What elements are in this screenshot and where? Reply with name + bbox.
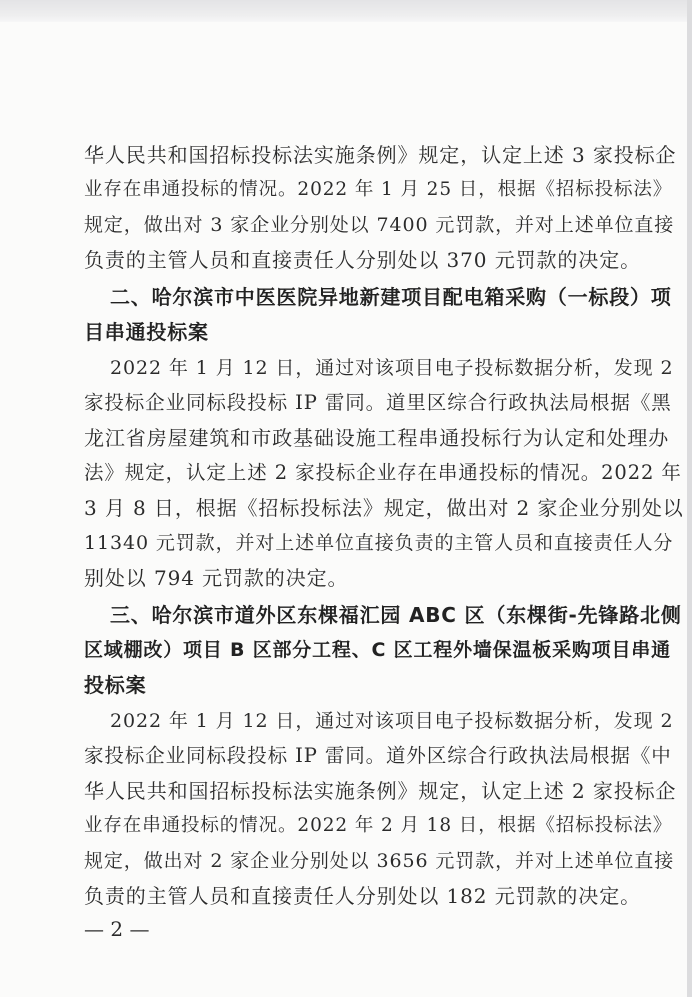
paragraph-line: 负责的主管人员和直接责任人分别处以 370 元罚款的决定。: [84, 248, 641, 272]
paragraph-line: 法》规定，认定上述 2 家投标企业存在串通投标的情况。2022 年: [84, 461, 682, 484]
paragraph-line: 华人民共和国招标投标法实施条例》规定，认定上述 2 家投标企: [84, 779, 677, 803]
paragraph-line: 11340 元罚款，并对上述单位直接负责的主管人员和直接责任人分: [84, 532, 674, 554]
paragraph-line: 业存在串通投标的情况。2022 年 2 月 18 日，根据《招标投标法》: [84, 815, 673, 836]
section-heading-line: 目串通投标案: [84, 320, 209, 344]
page-number: — 2 —: [84, 917, 150, 941]
paragraph-line: 家投标企业同标段投标 IP 雷同。道外区综合行政执法局根据《中: [84, 744, 672, 767]
paragraph-line: 3 月 8 日，根据《招标投标法》规定，做出对 2 家企业分别处以: [84, 496, 684, 520]
paragraph-line: 业存在串通投标的情况。2022 年 1 月 25 日，根据《招标投标法》: [84, 179, 673, 200]
section-heading-line: 三、哈尔滨市道外区东棵福汇园 ABC 区（东棵街-先锋路北侧: [110, 603, 682, 627]
section-heading-line: 投标案: [84, 673, 147, 697]
scan-right-border: [687, 0, 692, 997]
paragraph-line: 规定，做出对 2 家企业分别处以 3656 元罚款，并对上述单位直接: [84, 850, 675, 872]
paragraph-line: 2022 年 1 月 12 日，通过对该项目电子投标数据分析，发现 2: [110, 710, 674, 732]
paragraph-line: 别处以 794 元罚款的决定。: [84, 566, 349, 590]
paragraph-line: 规定，做出对 3 家企业分别处以 7400 元罚款，并对上述单位直接: [84, 214, 675, 236]
paragraph-line: 龙江省房屋建筑和市政基础设施工程串通投标行为认定和处理办: [84, 426, 670, 450]
scan-top-border: [0, 0, 692, 22]
paragraph-line: 2022 年 1 月 12 日，通过对该项目电子投标数据分析，发现 2: [110, 357, 674, 379]
paragraph-line: 家投标企业同标段投标 IP 雷同。道里区综合行政执法局根据《黑: [84, 391, 672, 414]
section-heading-line: 二、哈尔滨市中医医院异地新建项目配电箱采购（一标段）项: [110, 285, 672, 309]
section-heading-line: 区域棚改）项目 B 区部分工程、C 区工程外墙保温板采购项目串通: [84, 639, 671, 661]
paragraph-line: 负责的主管人员和直接责任人分别处以 182 元罚款的决定。: [84, 884, 641, 908]
document-page: [0, 22, 687, 997]
paragraph-line: 华人民共和国招标投标法实施条例》规定，认定上述 3 家投标企: [84, 143, 677, 167]
